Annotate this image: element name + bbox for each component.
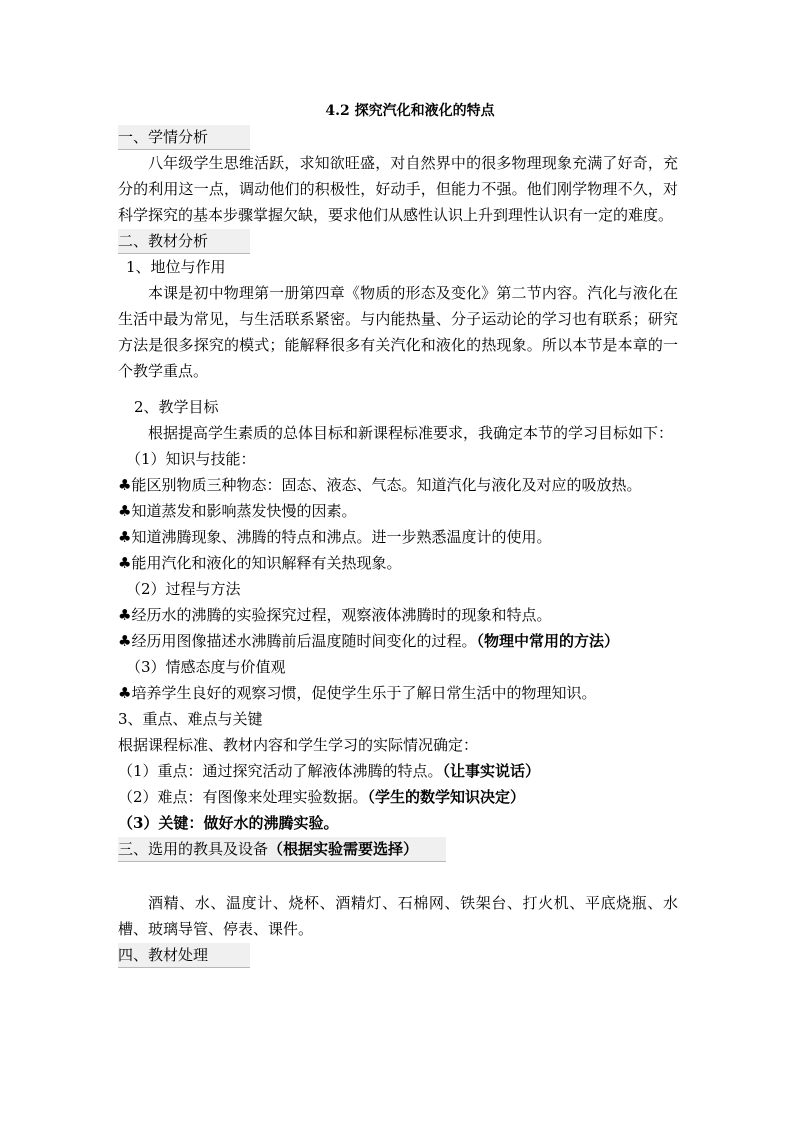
knowledge-item: ♣知道蒸发和影响蒸发快慢的因素。 [118, 502, 357, 520]
knowledge-item: ♣能区别物质三种物态：固态、液态、气态。知道汽化与液化及对应的吸放热。 [118, 476, 642, 494]
key-point-text: （1）重点：通过探究活动了解液体沸腾的特点。 [118, 762, 443, 780]
section-heading-student-analysis: 一、学情分析 [118, 125, 250, 150]
document-page [118, 98, 678, 968]
knowledge-skills-heading: （1）知识与技能： [126, 450, 256, 468]
subheading-position-role: 1、地位与作用 [126, 258, 226, 276]
attitude-item: ♣培养学生良好的观察习惯，促使学生乐于了解日常生活中的物理知识。 [118, 684, 597, 702]
subheading-key-points: 3、重点、难点与关键 [118, 710, 263, 728]
student-analysis-paragraph: 八年级学生思维活跃，求知欲旺盛，对自然界中的很多物理现象充满了好奇，充分的利用这一点，调动他们的积极性，好动手，但能力不强。他们刚学物理不久，对科学探究的基本步骤掌握欠缺，要求他们从感性认识上升到理性认识有一定的难度。 [118, 154, 678, 224]
position-role-paragraph: 本课是初中物理第一册第四章《物质的形态及变化》第二节内容。汽化与液化在生活中最为常见，与生活联系紧密。与内能热量、分子运动论的学习也有联系；研究方法是很多探究的模式；能解释很多有关汽化和液化的热现象。所以本节是本章的一个教学重点。 [118, 284, 678, 380]
spacer [118, 384, 678, 394]
crux-line: （3）关键：做好水的沸腾实验。 [118, 814, 339, 832]
teaching-goals-paragraph: 根据提高学生素质的总体目标和新课程标准要求，我确定本节的学习目标如下： [148, 424, 674, 442]
equipment-paragraph: 酒精、水、温度计、烧杯、酒精灯、石棉网、铁架台、打火机、平底烧瓶、水槽、玻璃导管、停表、课件。 [118, 894, 678, 938]
process-item [118, 628, 678, 654]
section-heading-textbook-analysis: 二、教材分析 [118, 229, 250, 254]
spacer [118, 862, 678, 890]
difficulty-line [118, 784, 678, 810]
process-item-text: ♣经历用图像描述水沸腾前后温度随时间变化的过程。 [118, 632, 477, 650]
knowledge-item: ♣能用汽化和液化的知识解释有关热现象。 [118, 554, 402, 572]
difficulty-note: （学生的数学知识决定） [367, 788, 526, 806]
equipment-heading-note: （根据实验需要选择） [268, 840, 419, 858]
section-heading-equipment [118, 837, 446, 862]
document-title: 4.2 探究汽化和液化的特点 [325, 103, 495, 119]
attitude-values-heading: （3）情感态度与价值观 [126, 658, 286, 676]
subheading-teaching-goals: 2、教学目标 [134, 398, 219, 416]
key-point-line [118, 758, 678, 784]
process-method-heading: （2）过程与方法 [126, 580, 241, 598]
key-point-note: （让事实说话） [442, 762, 541, 780]
difficulty-text: （2）难点：有图像来处理实验数据。 [118, 788, 368, 806]
equipment-heading-text: 三、选用的教具及设备 [118, 840, 269, 858]
knowledge-item: ♣知道沸腾现象、沸腾的特点和沸点。进一步熟悉温度计的使用。 [118, 528, 552, 546]
section-heading-material-handling: 四、教材处理 [118, 943, 250, 968]
basis-line: 根据课程标准、教材内容和学生学习的实际情况确定： [118, 736, 479, 754]
process-item: ♣经历水的沸腾的实验探究过程，观察液体沸腾时的现象和特点。 [118, 606, 552, 624]
process-item-note: （物理中常用的方法） [476, 632, 619, 650]
